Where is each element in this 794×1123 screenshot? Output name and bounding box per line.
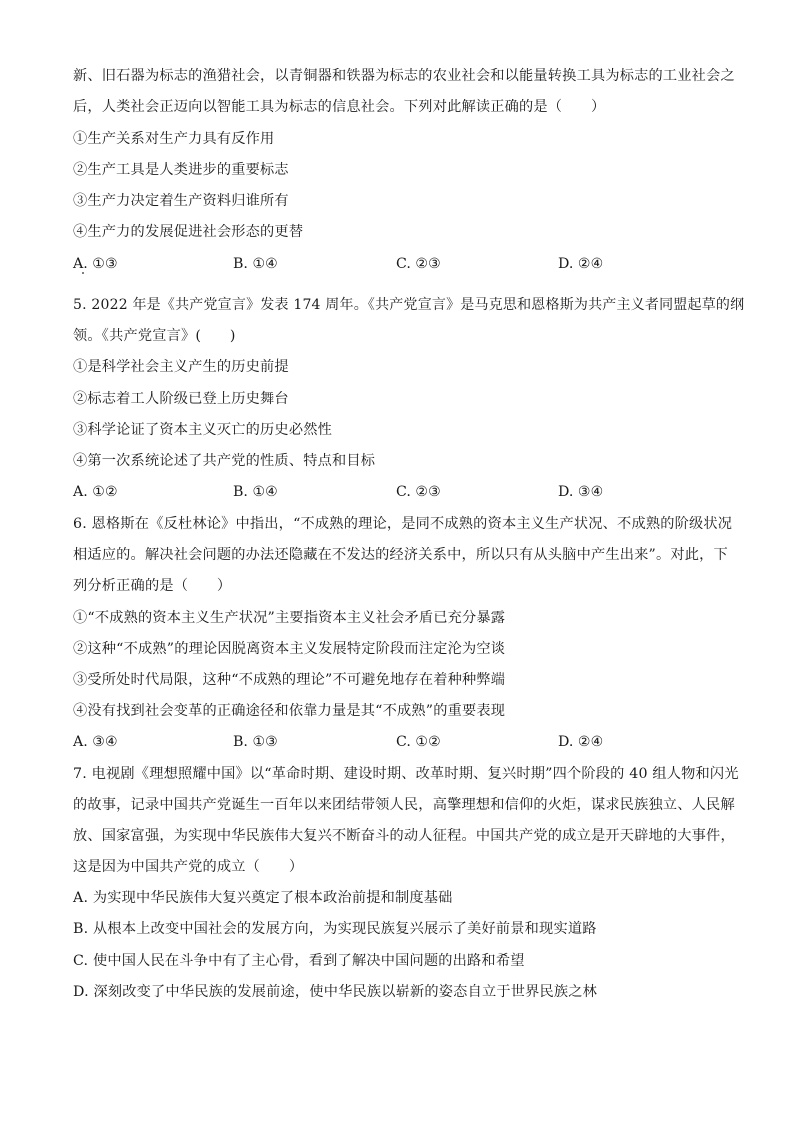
q4-option-c: C. ②③ — [396, 256, 441, 272]
q4-item-2: ②生产工具是人类进步的重要标志 — [73, 162, 289, 178]
q7-stem-line-1: 7. 电视剧《理想照耀中国》以“革命时期、建设时期、改革时期、复兴时期”四个阶段的 40 组人物和闪光 — [73, 766, 739, 782]
q5-option-d: D. ③④ — [558, 484, 604, 500]
q5-option-c: C. ②③ — [396, 484, 441, 500]
q5-stem-line-1: 5. 2022 年是《共产党宣言》发表 174 周年。《共产党宣言》是马克思和恩格斯为共产主义者同盟起草的纲 — [73, 297, 745, 313]
q6-option-b: B. ①③ — [233, 734, 278, 750]
q4-stem-line-1: 新、旧石器为标志的渔猎社会，以青铜器和铁器为标志的农业社会和以能量转换工具为标志的工业社会之 — [73, 68, 735, 84]
q7-choice-a: A. 为实现中华民族伟大复兴奠定了根本政治前提和制度基础 — [73, 890, 453, 906]
q4-stem-line-2: 后，人类社会正迈向以智能工具为标志的信息社会。下列对此解读正确的是（ ） — [73, 99, 606, 115]
q4-item-4: ④生产力的发展促进社会形态的更替 — [73, 224, 304, 240]
q6-stem-line-1: 6. 恩格斯在《反杜林论》中指出，“不成熟的理论，是同不成熟的资本主义生产状况、不成熟的阶级状况 — [73, 516, 733, 532]
q5-stem-line-2: 领。《共产党宣言》( ) — [73, 328, 236, 344]
q7-stem-line-2: 的故事，记录中国共产党诞生一百年以来团结带领人民，高擎理想和信仰的火炬，谋求民族独立、人民解 — [73, 797, 735, 813]
q4-option-d: D. ②④ — [558, 256, 604, 272]
q4-item-3: ③生产力决定着生产资料归谁所有 — [73, 193, 289, 209]
q5-item-4: ④第一次系统论述了共产党的性质、特点和目标 — [73, 453, 376, 469]
q7-stem-line-3: 放、国家富强，为实现中华民族伟大复兴不断奋斗的动人征程。中国共产党的成立是开天辟地的大事件， — [73, 828, 735, 844]
q6-option-c: C. ①② — [396, 734, 441, 750]
q7-choice-c: C. 使中国人民在斗争中有了主心骨，看到了解决中国问题的出路和希望 — [73, 953, 525, 969]
q7-choice-b: B. 从根本上改变中国社会的发展方向，为实现民族复兴展示了美好前景和现实道路 — [73, 921, 597, 937]
q6-item-2: ②这种“不成熟”的理论因脱离资本主义发展特定阶段而注定沦为空谈 — [73, 641, 506, 657]
q6-item-1: ①“不成熟的资本主义生产状况”主要指资本主义社会矛盾已充分暴露 — [73, 610, 506, 626]
q6-option-a: A. ③④ — [73, 734, 118, 750]
q7-stem-line-4: 这是因为中国共产党的成立（ ） — [73, 859, 304, 875]
q4-item-1: ①生产关系对生产力具有反作用 — [73, 131, 275, 147]
q6-item-3: ③受所处时代局限，这种“不成熟的理论”不可避免地存在着种种弊端 — [73, 672, 506, 688]
q5-option-b: B. ①④ — [233, 484, 278, 500]
q5-item-3: ③科学论证了资本主义灭亡的历史必然性 — [73, 422, 332, 438]
q6-stem-line-2: 相适应的。解决社会问题的办法还隐藏在不发达的经济关系中，所以只有从头脑中产生出来”。对此，下 — [73, 547, 728, 563]
q6-option-d: D. ②④ — [558, 734, 604, 750]
q5-item-2: ②标志着工人阶级已登上历史舞台 — [73, 391, 289, 407]
q5-item-1: ①是科学社会主义产生的历史前提 — [73, 359, 289, 375]
q5-option-a: A. ①② — [73, 484, 118, 500]
q6-stem-line-3: 列分析正确的是（ ） — [73, 578, 232, 594]
q4-option-b: B. ①④ — [233, 256, 278, 272]
stray-mark — [82, 272, 84, 274]
q7-choice-d: D. 深刻改变了中华民族的发展前途，使中华民族以崭新的姿态自立于世界民族之林 — [73, 984, 598, 1000]
q6-item-4: ④没有找到社会变革的正确途径和依靠力量是其“不成熟”的重要表现 — [73, 703, 506, 719]
q4-option-a: A. ①③ — [73, 256, 118, 272]
